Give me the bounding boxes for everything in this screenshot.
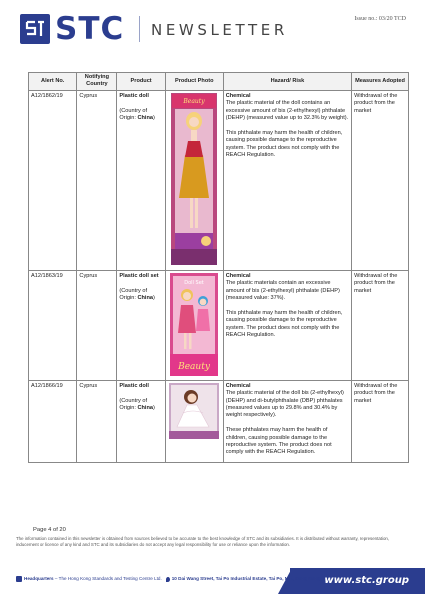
- header-product: Product: [117, 73, 165, 91]
- alert-number: A12/1863/19: [29, 270, 77, 380]
- issue-number: Issue no.: 03/20 TCD: [354, 16, 406, 22]
- hazard-type: Chemical: [225, 382, 251, 389]
- stc-logo-icon: [20, 14, 50, 44]
- product-name: Plastic doll: [119, 382, 149, 389]
- measures-adopted: Withdrawal of the product from the market: [352, 90, 409, 270]
- alerts-table: [28, 72, 409, 463]
- notifying-country: Cyprus: [77, 270, 117, 380]
- hq-company: – The Hong Kong Standards and Testing Centre Ltd.: [53, 576, 162, 582]
- table-row: [29, 90, 409, 270]
- product-photo-cell: [165, 90, 223, 270]
- hazard-risk: This phthalate may harm the health of children, causing possible damage to the reproductive system. The product does not comply with the REACH Regulation.: [225, 129, 343, 159]
- product-photo-cell: [165, 380, 223, 462]
- hazard-description: The plastic material of the doll bis (2-ethylhexyl) (DEHP) and di-butylphthalate (DBP) phthalates (measured values up to 29.8% and 30.4% by weight respectively).: [225, 390, 344, 419]
- svg-text:Doll Set: Doll Set: [184, 279, 204, 286]
- svg-text:Beauty: Beauty: [178, 361, 211, 372]
- doll-white-dress-photo-icon: [169, 383, 219, 439]
- newsletter-title: NEWSLETTER: [151, 21, 288, 39]
- header-notifying-country: Notifying Country: [77, 73, 117, 91]
- header-alert-no: Alert No.: [29, 73, 77, 91]
- hazard-description: The plastic materials contain an excessive amount of bis (2-ethylhexyl) phthalate (DEHP) (measured value: 37%).: [225, 280, 340, 302]
- country-of-origin: (Country of Origin: China): [119, 107, 155, 122]
- headquarters-line: [16, 576, 320, 582]
- header-hazard-risk: Hazard/ Risk: [223, 73, 351, 91]
- hazard-cell: [223, 90, 351, 270]
- logo-divider: [139, 16, 140, 42]
- product-name: Plastic doll set: [119, 272, 159, 279]
- header-product-photo: Product Photo: [165, 73, 223, 91]
- hazard-type: Chemical: [225, 92, 251, 99]
- product-cell: [117, 90, 165, 270]
- alert-number: A12/1866/19: [29, 380, 77, 462]
- alert-number: A12/1862/19: [29, 90, 77, 270]
- hazard-risk: These phthalates may harm the health of children, causing possible damage to the reproductive system. The product does not comply with the REACH Regulation.: [225, 427, 332, 456]
- product-name: Plastic doll: [119, 92, 149, 99]
- country-of-origin: (Country of Origin: China): [119, 287, 155, 302]
- hazard-cell: [223, 380, 351, 462]
- hazard-risk: This phthalate may harm the health of children, causing possible damage to the reproductive system. The product does not comply with the REACH Regulation.: [225, 309, 343, 339]
- header-measures-adopted: Measures Adopted: [352, 73, 409, 91]
- svg-text:Beauty: Beauty: [183, 97, 205, 105]
- measures-adopted: Withdrawal of the product from the market: [352, 270, 409, 380]
- product-photo-cell: [165, 270, 223, 380]
- product-cell: [117, 380, 165, 462]
- notifying-country: Cyprus: [77, 90, 117, 270]
- hazard-type: Chemical: [225, 272, 251, 279]
- hazard-description: The plastic material of the doll contains an excessive amount of bis (2-ethylhexyl) phthalate (DEHP) (measured value up to 32.3% by weight).: [225, 100, 349, 122]
- doll-box-photo-icon: [171, 93, 217, 265]
- building-icon: [16, 576, 22, 582]
- hq-address: 10 Dai Wang Street, Tai Po Industrial Estate, Tai Po, N.T., Hong Kong: [171, 576, 321, 582]
- logo-text: STC: [55, 11, 125, 47]
- page-number: Page 4 of 20: [33, 527, 66, 533]
- country-of-origin: (Country of Origin: China): [119, 397, 155, 412]
- hq-label: Headquarters: [24, 576, 54, 582]
- table-row: [29, 270, 409, 380]
- disclaimer-text: The information contained in this newsletter is obtained from sources believed to be accurate to the best knowledge of STC and its subsidiaries. It is distributed without warranty, representation, inducement or licence of any kind and STC and its subsidiaries do not accept any legal responsibility for use or reliance upon the information.: [16, 536, 390, 547]
- product-cell: [117, 270, 165, 380]
- measures-adopted: Withdrawal of the product from the market: [352, 380, 409, 462]
- table-row: [29, 380, 409, 462]
- hazard-cell: [223, 270, 351, 380]
- doll-set-box-photo-icon: [170, 273, 218, 376]
- website-link[interactable]: www.stc.group: [324, 575, 409, 586]
- location-pin-icon: [166, 577, 170, 582]
- newsletter-header: [0, 0, 425, 62]
- notifying-country: Cyprus: [77, 380, 117, 462]
- table-header-row: [29, 73, 409, 91]
